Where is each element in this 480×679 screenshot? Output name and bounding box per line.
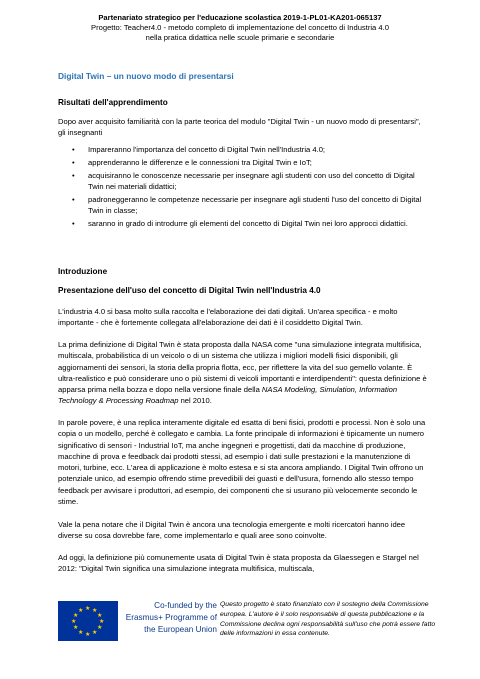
header-project-subtitle: nella pratica didattica nelle scuole primarie e secondarie [145, 33, 335, 42]
list-item: • padroneggeranno le competenze necessarie per insegnare agli studenti l'uso del concetto di Digital Twin in classe; [72, 194, 422, 216]
header-project: Progetto: Teacher4.0 - metodo completo di implementazione del concetto di Industria 4.0 [91, 23, 389, 32]
eu-flag-icon: ★ ★ ★ ★ ★ ★ ★ ★ ★ ★ ★ ★ [58, 601, 118, 641]
roadmap-title: NASA Modeling, Simulation, Information Technology & Processing Roadmap [58, 385, 398, 406]
paragraph-emerging-tech: Vale la pena notare che il Digital Twin è ancora una tecnologia emergente e molti ricercatori hanno idee diverse su cosa dovrebbe fare, come implementarlo e quali aree sono coinvolte. [58, 520, 406, 541]
bullet-icon: • [72, 219, 75, 229]
introduction-heading: Introduzione [58, 267, 108, 276]
eu-disclaimer: Questo progetto è stato finanziato con il sostegno della Commissione europea. L'autore è il solo responsabile di questa pubblicazione e la Commissione declina ogni responsabilità sull'uso che potrà essere fatto delle informazioni in essa contenute. [220, 601, 436, 638]
bullet-icon: • [72, 157, 75, 167]
list-item: • Impareranno l'importanza del concetto di Digital Twin nell'Industria 4.0; [72, 145, 326, 154]
paragraph-glaessegen-definition: Ad oggi, la definizione più comunemente usata di Digital Twin è stata proposta da Glaessegen e Stargel nel 2012: "Digital Twin significa una simulazione integrata multifisica, multiscala, [58, 553, 419, 574]
paragraph-nasa-definition: La prima definizione di Digital Twin è stata proposta dalla NASA come "una simulazione integrata multifisica, multiscala, probabilistica di un veicolo o di un sistema che utilizza i migliori modelli fisici disponibili, gli aggiornamenti dei sensori, la storia della propria flotta, ecc, per riflettere la vita del suo gemello volante. È ultra-realistico e può considerare uno o più sistemi di veicoli importanti e interdipendenti": questa definizione è apparsa prima nella bozza e dopo nella versione finale della NASA Modeling, Simulation, Information Technology & Processing Roadmap nel 2010. [58, 340, 427, 406]
page-footer [0, 598, 480, 658]
bullet-icon: • [72, 194, 75, 204]
header-partnership: Partenariato strategico per l'educazione scolastica 2019-1-PL01-KA201-065137 [98, 13, 382, 22]
list-item: • saranno in grado di introdurre gli elementi del concetto di Digital Twin nei loro approcci didattici. [72, 219, 408, 229]
bullet-icon: • [72, 170, 75, 180]
learning-outcomes-heading: Risultati dell'apprendimento [58, 98, 168, 107]
bullet-icon: • [72, 145, 75, 154]
list-item: • acquisiranno le conoscenze necessarie per insegnare agli studenti con uso del concetto di Digital Twin nei materiali didattici; [72, 170, 415, 192]
cofunded-label: Co-funded by the Erasmus+ Programme of the European Union [125, 601, 217, 634]
paragraph-industry: L'industria 4.0 si basa molto sulla raccolta e l'elaborazione dei dati digitali. Un'area specifica - e molto importante - che è fortemente collegata all'elaborazione dei dati è il cosiddetto Digital Twin. [58, 307, 398, 328]
learning-outcomes-list [58, 144, 430, 231]
paragraph-replica: In parole povere, è una replica interamente digitale ed esatta di beni fisici, prodotti e processi. Non è solo una copia o un modello, perché è collegato e cambia. La fonte principale di informazioni è tipicamente un numero significativo di sensori - Industrial IoT, ma anche ingegneri e progettisti, dati da macchine di produzione, macchine di prova e feedback dai prodotti stessi, ad esempio i dati sulle prestazioni e la manutenzione di motori, turbine, ecc. L'area di applicazione è molto estesa e si sta ancora ampliando. I Digital Twin offrono un potenziale unico, ad esempio offrendo stime prevedibili dei guasti e dell'usura, fornendo allo stesso tempo feedback per avvisare i produttori, ad esempio, dei componenti che si usurano più velocemente secondo le stime. [58, 418, 426, 507]
list-item: • apprenderanno le differenze e le connessioni tra Digital Twin e IoT; [72, 157, 312, 167]
section-title: Digital Twin – un nuovo modo di presentarsi [58, 71, 234, 81]
introduction-subheading: Presentazione dell'uso del concetto di Digital Twin nell'Industria 4.0 [58, 286, 321, 295]
learning-intro: Dopo aver acquisito familiarità con la parte teorica del modulo "Digital Twin - un nuovo modo di presentarsi", gli insegnanti [58, 117, 421, 138]
page-header [40, 13, 440, 43]
